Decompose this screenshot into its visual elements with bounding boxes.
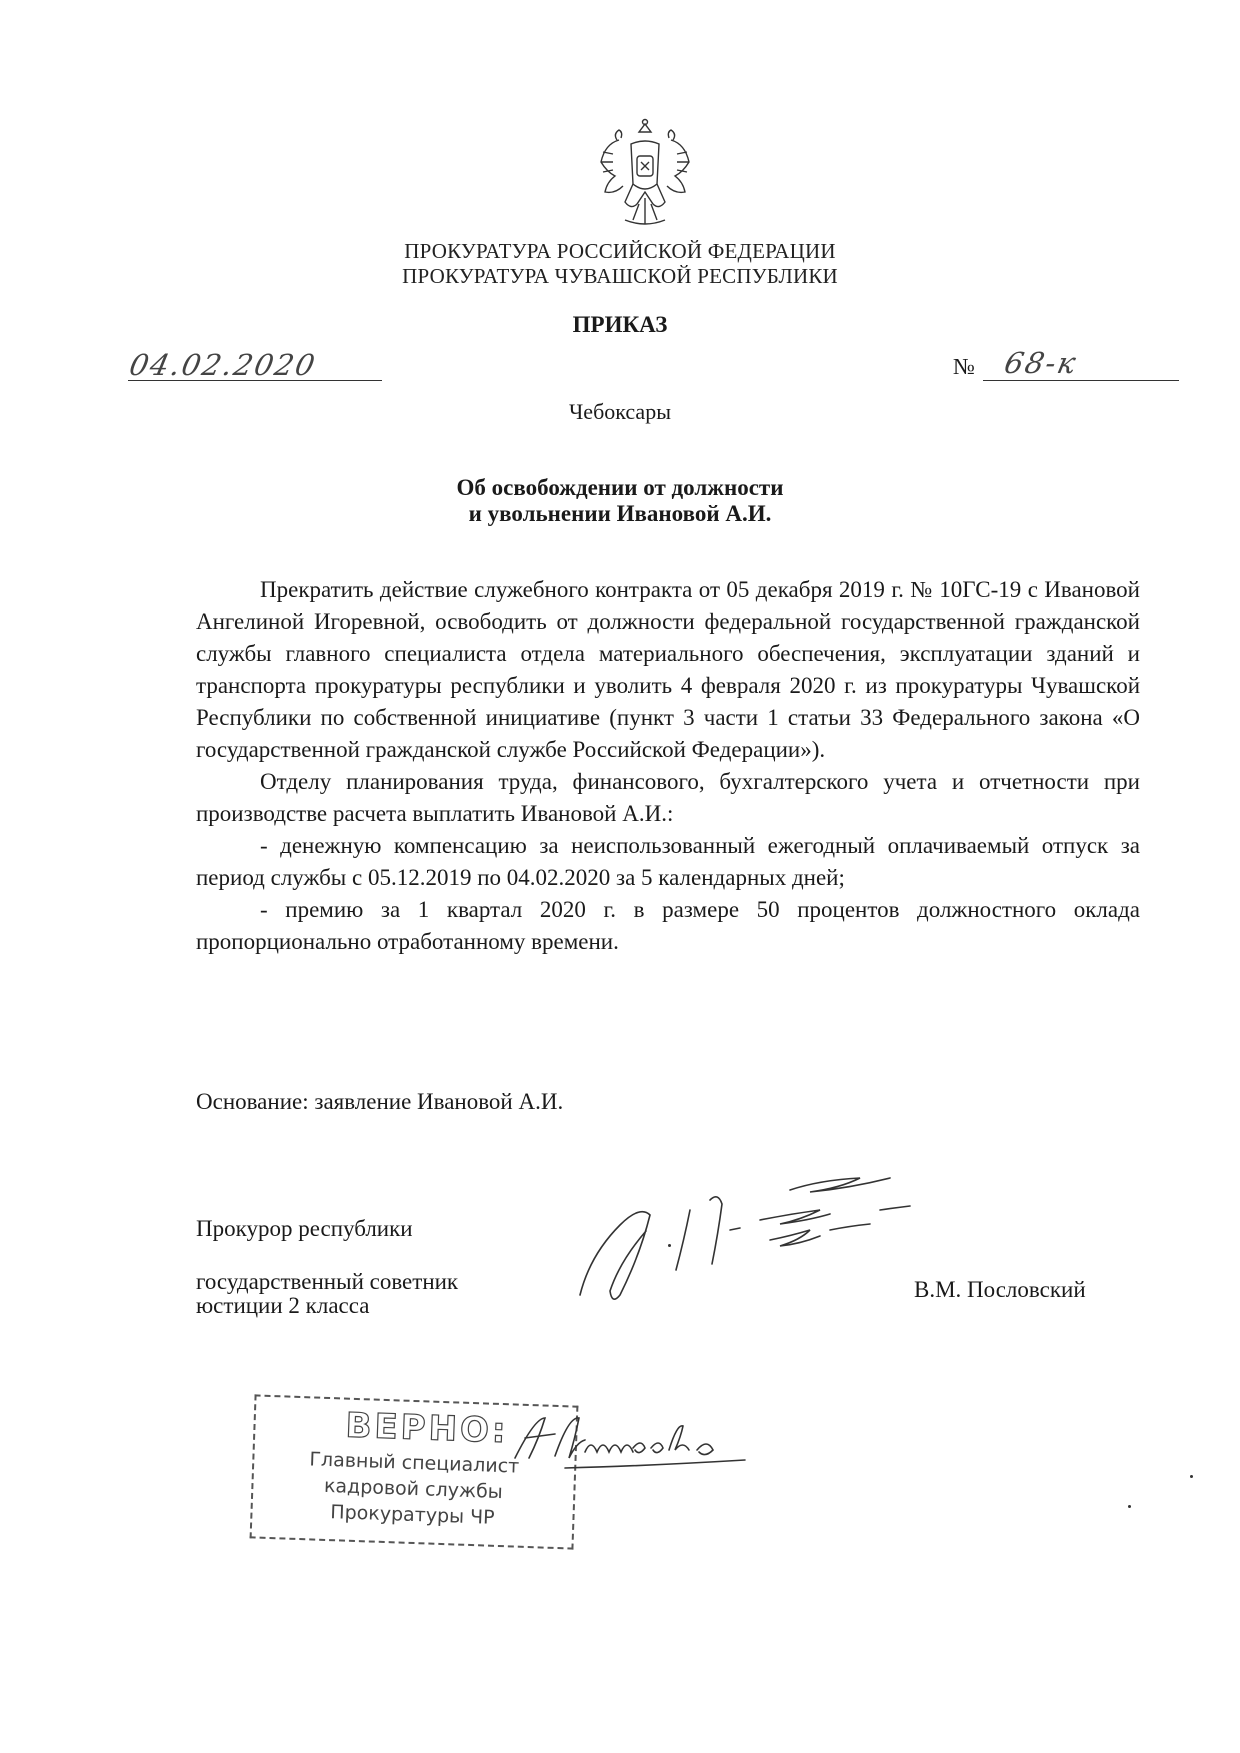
city: Чебоксары — [569, 399, 671, 424]
scan-speck — [668, 1244, 671, 1247]
handwritten-signature — [560, 1160, 950, 1310]
signatory-rank — [196, 1270, 458, 1318]
body-paragraph: Отделу планирования труда, финансового, бухгалтерского учета и отчетности при производстве расчета выплатить Ивановой А.И.: — [196, 769, 1140, 826]
subject-line-1: Об освобождении от должности — [456, 475, 784, 500]
signatory-role: Прокурор республики — [196, 1216, 413, 1241]
order-date: 04.02.2020 — [126, 348, 320, 382]
stamp-line-1: Главный специалист — [309, 1448, 520, 1478]
body-paragraph: - денежную компенсацию за неиспользованный ежегодный оплачиваемый отпуск за период службы с 05.12.2019 по 04.02.2020 за 5 календарных дней; — [196, 833, 1140, 890]
org-line-1: ПРОКУРАТУРА РОССИЙСКОЙ ФЕДЕРАЦИИ — [404, 239, 836, 263]
number-underline — [983, 380, 1179, 381]
scan-speck — [1128, 1505, 1131, 1508]
org-line-2: ПРОКУРАТУРА ЧУВАШСКОЙ РЕСПУБЛИКИ — [402, 264, 838, 288]
body-paragraph: - премию за 1 квартал 2020 г. в размере 50 процентов должностного оклада пропорционально отработанному времени. — [196, 897, 1140, 954]
stamp-line-2: кадровой службы — [323, 1474, 504, 1504]
stamp-handwritten-signature — [505, 1408, 765, 1478]
scan-speck — [1190, 1475, 1193, 1478]
stamp-line-3: Прокуратуры ЧР — [330, 1501, 495, 1529]
number-label: № — [953, 354, 975, 379]
signatory-rank-line-1: государственный советник — [196, 1269, 459, 1294]
order-number: 68-к — [1001, 346, 1081, 380]
order-body — [196, 574, 1140, 958]
stamp-heading: ВЕРНО: — [344, 1405, 510, 1452]
signatory-rank-line-2: юстиции 2 класса — [196, 1293, 370, 1318]
document-type-title: ПРИКАЗ — [572, 312, 668, 337]
signatory-name: В.М. Пословский — [914, 1277, 1086, 1302]
body-paragraph: Прекратить действие служебного контракта от 05 декабря 2019 г. № 10ГС-19 с Ивановой Ангелиной Игоревной, освободить от должности федеральной государственной гражданской службы главного специалиста отдела материального обеспечения, эксплуатации зданий и транспорта прокуратуры республики и уволить 4 февраля 2020 г. из прокуратуры Чувашской Республики по собственной инициативе (пункт 3 части 1 статьи 33 Федерального закона «О государственной гражданской службе Российской Федерации»). — [196, 577, 1140, 762]
basis-line: Основание: заявление Ивановой А.И. — [196, 1089, 564, 1114]
double-headed-eagle-emblem-icon — [595, 118, 695, 230]
subject-line-2: и увольнении Ивановой А.И. — [468, 501, 772, 526]
